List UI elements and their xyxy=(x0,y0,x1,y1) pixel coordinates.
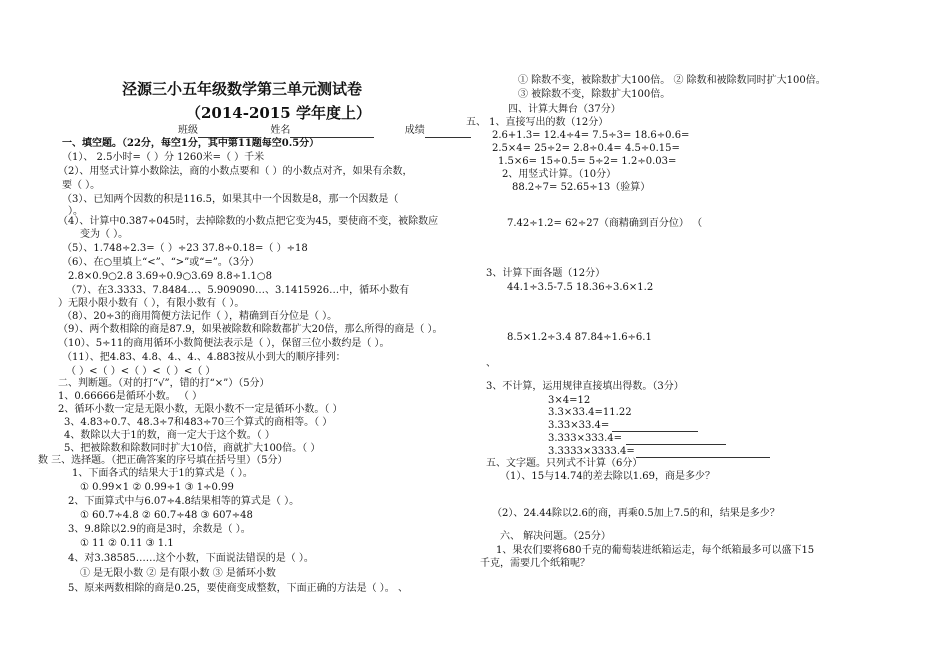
right-line-r18: 3.33×33.4= xyxy=(548,420,610,431)
left-line-l13: ）无限小限小数有（ ），有限小数有（ ）。 xyxy=(58,298,245,309)
left-line-l10: （6）、在○里填上“<”、“>”或“=”。（3分） xyxy=(62,257,260,268)
right-line-r8: 2、用竖式计算。（10分） xyxy=(502,169,617,180)
right-line-r10: 7.42÷1.2= 62÷27（商精确到百分位） （ xyxy=(507,218,703,229)
left-line-l16: （10）、5÷11的商用循环小数简便法表示是（ ），保留三位小数约是（ ）。 xyxy=(58,338,390,349)
right-line-r21: 五、文字题。只列式不计算（6分） xyxy=(486,458,643,469)
right-line-r17: 3.3×33.4=11.22 xyxy=(548,407,632,418)
left-line-l28: 2、下面算式中与6.07÷4.8结果相等的算式是（ ）。 xyxy=(68,496,300,507)
right-line-r23: （2）、24.44除以2.6的商，再乘0.5加上7.5的和，结果是多少？ xyxy=(492,508,780,519)
left-line-l14: （8）、20÷3的商用简便方法记作（ ），精确到百分位是（ ）。 xyxy=(62,311,338,322)
left-line-l21: 2、循环小数一定是无限小数，无限小数不一定是循环小数。（ ） xyxy=(58,404,343,415)
left-line-l2: （1）、 2.5小时=（ ）分 1260米=（ ）千米 xyxy=(62,152,265,163)
left-line-l17: （11）、把4.83、4.8、4.、4.、4.883按从小到大的顺序排列： xyxy=(62,352,346,363)
left-line-l5: （3）、已知两个因数的积是116.5，如果其中一个因数是8，那一个因数是（ xyxy=(62,194,399,205)
right-line-r16: 3×4=12 xyxy=(548,395,591,406)
left-line-l15: （9）、两个数相除的商是87.9，如果被除数和除数都扩大20倍，那么所得的商是（ ）。 xyxy=(58,324,443,335)
left-line-l18: （ ）<（ ）<（ ）<（ ）<（ ） xyxy=(66,366,216,377)
right-line-r19: 3.333×333.4= xyxy=(548,433,623,444)
class-label: 班级 xyxy=(178,125,198,136)
left-line-l1: 一、填空题。（22分，每空1分，其中第11题每空0.5分） xyxy=(62,138,320,149)
left-line-l34: 5、原来两数相除的商是0.25，要使商变成整数，下面正确的方法是（ ）。 、 xyxy=(68,583,408,594)
right-line-r22: （1）、15与14.74的差去除以1.69，商是多少？ xyxy=(500,471,715,482)
left-line-l9: （5）、1.748÷2.3=（ ）÷23 37.8÷0.18=（ ）÷18 xyxy=(62,243,308,254)
right-line-r13: 8.5×1.2÷3.4 87.84÷1.6÷6.1 xyxy=(507,332,652,343)
name-blank[interactable] xyxy=(290,125,374,138)
class-blank[interactable] xyxy=(198,125,258,138)
left-line-l33: ① 是无限小数 ② 是有限小数 ③ 是循环小数 xyxy=(80,568,276,579)
left-line-l19: 二、判断题。（对的打“√”，错的打“×”）（5分） xyxy=(58,378,270,389)
left-line-l24: 5、把被除数和除数同时扩大10倍，商就扩大100倍。（ ） xyxy=(64,443,321,454)
right-line-r5: 2.6+1.3= 12.4÷4= 7.5÷3= 18.6÷0.6= xyxy=(492,130,690,141)
right-line-r2: ③ 被除数不变，除数扩大100倍。 xyxy=(518,89,671,100)
right-line-r6: 2.5×4= 25÷2= 2.8÷0.4= 4.5÷0.15= xyxy=(492,143,680,154)
name-label: 姓名 xyxy=(270,125,291,136)
right-line-r4: 五、 1、直接写出的数（12分） xyxy=(466,117,609,128)
left-line-l20: 1、0.66666是循环小数。 （ ） xyxy=(58,391,203,402)
left-line-l4: 要（ ）。 xyxy=(62,180,101,191)
student-info-row xyxy=(178,125,471,138)
left-line-l7: （4）、计算中0.387÷045时，去掉除数的小数点把它变为45，要使商不变，被除数应 xyxy=(58,216,439,227)
answer-blank-2[interactable] xyxy=(626,444,726,445)
right-line-r26: 千克，需要几个纸箱呢？ xyxy=(480,558,590,569)
answer-blank-1[interactable] xyxy=(612,431,698,432)
right-line-r9: 88.2÷7= 52.65÷13（验算） xyxy=(512,182,651,193)
left-line-l8: 变为（ ）。 xyxy=(80,229,129,240)
right-line-r12: 44.1÷3.5-7.5 18.36÷3.6×1.2 xyxy=(507,282,654,293)
left-line-l22: 3、4.83÷0.7、48.3÷7和483÷70三个算式的商相等。（ ） xyxy=(64,417,333,428)
right-line-r25: 1、果农们要将680千克的葡萄装进纸箱运走，每个纸箱最多可以盛下15 xyxy=(496,545,815,556)
right-line-r7: 1.5×6= 15÷0.5= 5÷2= 1.2÷0.03= xyxy=(498,156,677,167)
right-line-r14: 、 xyxy=(486,358,496,369)
exam-title: 泾源三小五年级数学第三单元测试卷 xyxy=(122,80,363,98)
left-line-l3: （2）、用竖式计算小数除法，商的小数点要和（ ）的小数点对齐，如果有余数， xyxy=(58,166,413,177)
left-line-l29: ① 60.7÷4.8 ② 60.7÷48 ③ 607÷48 xyxy=(80,510,253,521)
score-blank[interactable] xyxy=(425,125,471,138)
left-line-l31: ① 11 ② 0.11 ③ 1.1 xyxy=(80,538,174,549)
left-line-l32: 4、对3.38585……这个小数，下面说法错误的是（ ）。 xyxy=(68,553,314,564)
right-line-r11: 3、计算下面各题（12分） xyxy=(486,268,606,279)
left-line-l25: 数 三、选择题。（把正确答案的序号填在括号里）（5分） xyxy=(38,455,288,466)
right-line-r24: 六、 解决问题。（25分） xyxy=(500,531,611,542)
left-line-l6: ）。 xyxy=(68,206,83,217)
school-year: （2014-2015 学年度上） xyxy=(186,104,371,122)
answer-blank-3[interactable] xyxy=(636,457,770,458)
right-line-r3: 四、计算大舞台（37分） xyxy=(508,104,621,115)
left-line-l12: （7）、在3.3333、7.8484…、5.909090…、3.1415926…中，循环小数有 xyxy=(66,285,410,296)
left-line-l30: 3、9.8除以2.9的商是3时，余数是（ ）。 xyxy=(68,524,251,535)
right-line-r20: 3.3333×3333.4= xyxy=(548,446,635,457)
score-label: 成绩 xyxy=(404,125,425,136)
left-line-l23: 4、数除以大于1的数，商一定大于这个数。（ ） xyxy=(64,430,275,441)
right-line-r15: 3、不计算，运用规律直接填出得数。（3分） xyxy=(486,381,684,392)
right-line-r1: ① 除数不变，被除数扩大100倍。 ② 除数和被除数同时扩大100倍。 xyxy=(518,75,826,86)
left-line-l27: ① 0.99×1 ② 0.99÷1 ③ 1÷0.99 xyxy=(80,482,234,493)
left-line-l26: 1、下面各式的结果大于1的算式是（ ）。 xyxy=(72,468,253,479)
left-line-l11: 2.8×0.9○2.8 3.69÷0.9○3.69 8.8÷1.1○8 xyxy=(68,271,272,282)
